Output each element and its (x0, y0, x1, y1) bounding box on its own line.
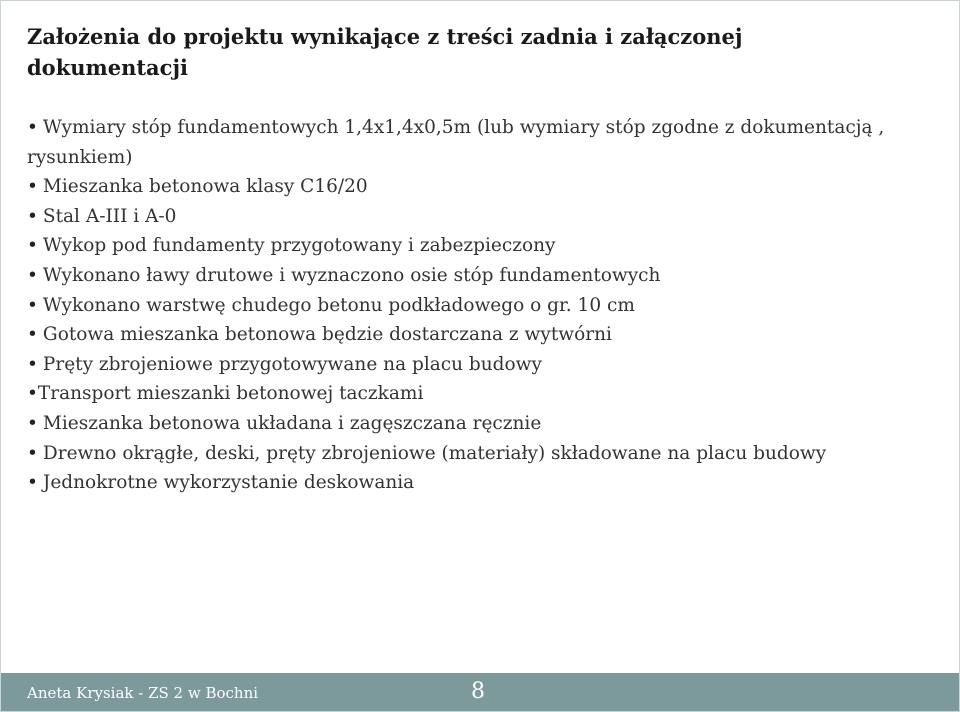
bullet-icon: • (27, 324, 38, 346)
bullet-item (27, 172, 907, 202)
footer-bar (1, 673, 959, 711)
bullet-text: Jednokrotne wykorzystanie deskowania (42, 472, 415, 494)
bullet-item (27, 320, 907, 350)
bullet-icon: • (27, 412, 38, 434)
bullet-text: Wymiary stóp fundamentowych 1,4x1,4x0,5m (lub wymiary stóp zgodne z dokumentacją , rysunkiem) (27, 117, 885, 168)
bullet-text: Mieszanka betonowa układana i zagęszczana ręcznie (42, 412, 542, 434)
bullet-text: Gotowa mieszanka betonowa będzie dostarczana z wytwórni (42, 324, 612, 346)
bullet-icon: • (27, 235, 38, 257)
bullet-item (27, 468, 907, 498)
bullet-icon: • (27, 353, 38, 375)
bullet-item (27, 409, 907, 439)
bullet-text: Stal A-III i A-0 (42, 205, 177, 227)
bullet-text: Wykonano warstwę chudego betonu podkładowego o gr. 10 cm (42, 294, 635, 316)
bullet-text: Wykonano ławy drutowe i wyznaczono osie stóp fundamentowych (42, 264, 661, 286)
bullet-icon: • (27, 383, 38, 405)
bullet-icon: • (27, 264, 38, 286)
footer-author: Aneta Krysiak - ZS 2 w Bochni (27, 684, 259, 702)
slide-title: Założenia do projektu wynikające z treści zadnia i załączonej dokumentacji (27, 24, 743, 80)
bullet-icon: • (27, 442, 38, 464)
bullet-text: Pręty zbrojeniowe przygotowywane na placu budowy (42, 353, 542, 375)
bullet-icon: • (27, 176, 38, 198)
bullet-icon: • (27, 472, 38, 494)
bullet-item (27, 202, 907, 232)
bullet-icon: • (27, 294, 38, 316)
bullet-item (27, 291, 907, 321)
bullet-text: Mieszanka betonowa klasy C16/20 (42, 176, 368, 198)
page-number: 8 (471, 679, 485, 704)
bullet-text: Wykop pod fundamenty przygotowany i zabezpieczony (42, 235, 556, 257)
bullet-text: Drewno okrągłe, deski, pręty zbrojeniowe (materiały) składowane na placu budowy (42, 442, 827, 464)
bullet-item (27, 379, 907, 409)
bullet-icon: • (27, 117, 38, 138)
bullet-item (27, 113, 907, 172)
bullet-text: Transport mieszanki betonowej taczkami (37, 383, 424, 405)
bullet-item (27, 350, 907, 380)
bullet-icon: • (27, 205, 38, 227)
bullet-list (27, 113, 907, 498)
bullet-item (27, 261, 907, 291)
bullet-item (27, 231, 907, 261)
bullet-item (27, 439, 907, 469)
